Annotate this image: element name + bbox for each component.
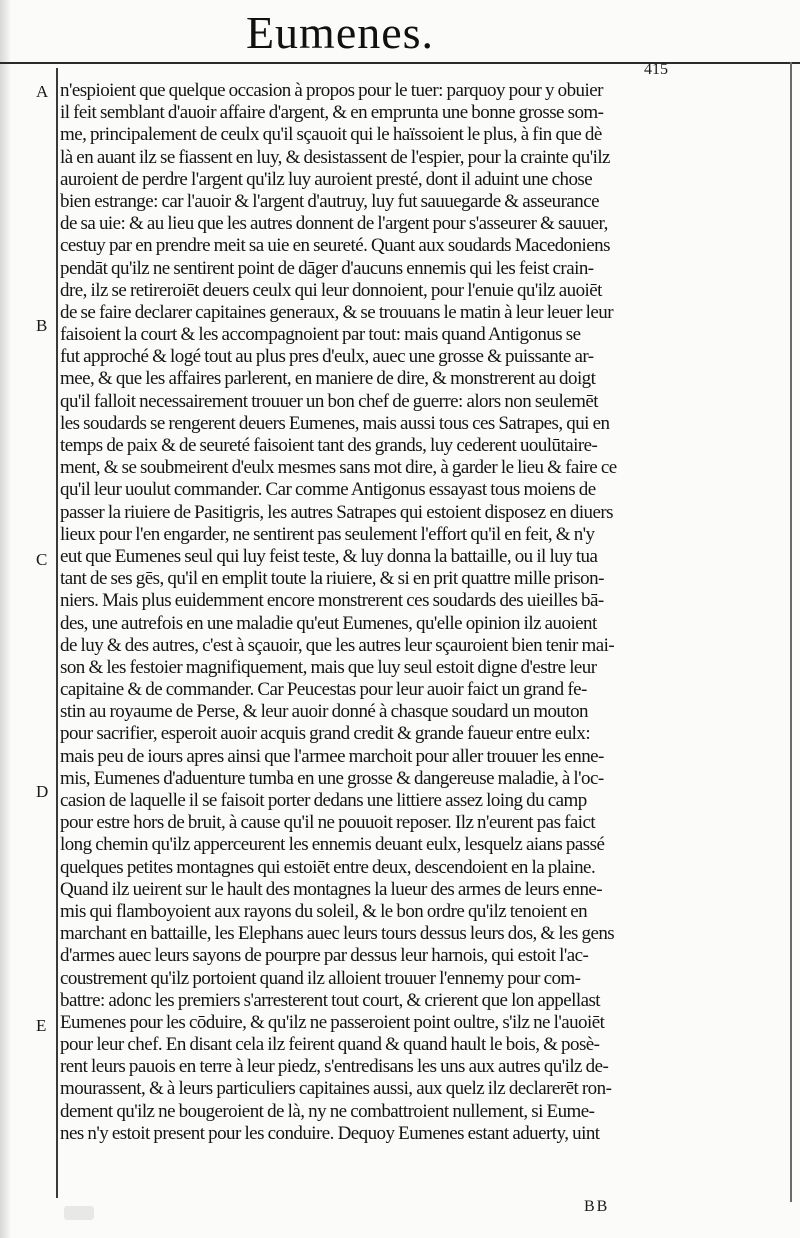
text-line: passer la riuiere de Pasitigris, les autres Satrapes qui estoient disposez en diuers (60, 501, 613, 523)
text-line: de sa uie: & au lieu que les autres donnent de l'argent pour s'asseurer & sauuer, (60, 213, 608, 235)
margin-marker-b: B (36, 316, 48, 335)
text-line: me, principalement de ceulx qu'il sçauoit qui le haïssoient le plus, à fin que dè (60, 124, 602, 146)
text-line: son & les festoier magnifiquement, mais que luy seul estoit digne d'estre leur (60, 656, 597, 678)
text-line: eut que Eumenes seul qui luy feist teste, & luy donna la battaille, ou il luy tua (60, 545, 598, 567)
text-line: pour estre hors de bruit, à cause qu'il ne pouuoit reposer. Ilz n'eurent pas faict (60, 812, 596, 834)
text-line: nes n'y estoit present pour les conduire. Dequoy Eumenes estant aduerty, uint (60, 1122, 600, 1144)
text-line: Quand ilz ueirent sur le hault des montagnes la lueur des armes de leurs enne- (60, 878, 603, 900)
signature-mark: BB (584, 1198, 610, 1215)
text-line: capitaine & de commander. Car Peucestas pour leur auoir faict un grand fe- (60, 679, 587, 701)
text-line: mis qui flamboyoient aux rayons du soleil, & le bon ordre qu'ilz tenoient en (60, 900, 588, 922)
body-text (60, 80, 790, 1145)
text-line: bien estrange: car l'auoir & l'argent d'autruy, luy fut sauuegarde & asseurance (60, 190, 600, 212)
text-line: tant de ses gēs, qu'il en emplit toute la riuiere, & si en prit quattre mille prison- (60, 568, 604, 590)
text-line: qu'il falloit necessairement trouuer un bon chef de guerre: alors non seulemēt (60, 390, 599, 412)
text-line: pendāt qu'ilz ne sentirent point de dāger d'aucuns ennemis qui les feist crain- (60, 257, 594, 279)
text-line: de luy & des autres, c'est à sçauoir, que les autres leur sçauroient bien tenir mai- (60, 634, 615, 656)
page-edge-shadow (0, 0, 10, 1238)
text-line: mis, Eumenes d'aduenture tumba en une grosse & dangereuse maladie, à l'oc- (60, 767, 604, 789)
header-rule (0, 62, 800, 64)
text-line: casion de laquelle il se faisoit porter dedans une littiere assez loing du camp (60, 790, 587, 811)
text-line: niers. Mais plus euidemment encore monstrerent ces soudards des uieilles bā- (60, 590, 604, 612)
margin-marker-d: D (36, 782, 49, 801)
text-line: lieux pour l'en engarder, ne sentirent pas seulement l'effort qu'il en feit, & n'y (60, 523, 595, 545)
text-line: mais peu de iours apres ainsi que l'armee marchoit pour aller trouuer les enne- (60, 745, 604, 767)
text-line: pour leur chef. En disant cela ilz feirent quand & quand hault le bois, & posè- (60, 1034, 600, 1056)
right-margin-rule (790, 62, 792, 1202)
text-line: coustrement qu'ilz portoient quand ilz alloient trouuer l'ennemy pour com- (60, 967, 581, 989)
running-head: Eumenes. (245, 7, 435, 58)
margin-marker-e: E (36, 1016, 47, 1035)
text-line: long chemin qu'ilz apperceurent les ennemis deuant eulx, lesquelz aians passé (60, 834, 605, 856)
margin-marker-a: A (36, 82, 49, 101)
text-line: ment, & se soubmeirent d'eulx mesmes sans mot dire, à garder le lieu & faire ce (60, 457, 617, 479)
text-line: stin au royaume de Perse, & leur auoir donné à chasque soudard un mouton (60, 701, 588, 723)
text-line: marchant en battaille, les Elephans auec leurs tours dessus leurs dos, & les gens (60, 923, 615, 945)
text-line: rent leurs pauois en terre à leur piedz, s'entredisans les uns aux autres qu'ilz de- (60, 1056, 609, 1078)
text-line: de se faire declarer capitaines generaux, & se trouuans le matin à leur leuer leur (60, 301, 613, 323)
text-line: temps de paix & de seureté faisoient tant des grands, luy cederent uoulūtaire- (60, 435, 598, 456)
text-line: n'espioient que quelque occasion à propos pour le tuer: parquoy pour y obuier (60, 80, 603, 101)
text-line: cestuy par en prendre meit sa uie en seureté. Quant aux soudards Macedoniens (60, 235, 610, 257)
text-line: quelques petites montagnes qui estoiēt entre deux, descendoient en la plaine. (60, 856, 596, 878)
text-line: il feit semblant d'auoir affaire d'argent, & en emprunta une bonne grosse som- (60, 102, 604, 124)
text-line: Eumenes pour les cōduire, & qu'ilz ne passeroient point oultre, s'ilz ne l'auoiēt (60, 1011, 605, 1033)
text-line: auroient de perdre l'argent qu'ilz luy auroient presté, dont il aduint une chose (60, 168, 593, 190)
text-line: dre, ilz se retireroiēt deuers ceulx qui leur donnoient, pour l'enuie qu'ilz auoiēt (60, 279, 602, 301)
text-line: mee, & que les affaires parlerent, en maniere de dire, & monstrerent au doigt (60, 368, 596, 390)
ink-smudge (64, 1206, 94, 1220)
left-margin-rule (56, 68, 58, 1198)
text-line: les soudards se rengerent deuers Eumenes, mais aussi tous ces Satrapes, qui en (60, 412, 610, 434)
text-line: pour sacrifier, esperoit auoir acquis grand credit & grande faueur entre eulx: (60, 723, 591, 745)
text-line: là en auant ilz se fiassent en luy, & desistassent de l'espier, pour la crainte qu'ilz (60, 146, 610, 168)
text-line: des, une autrefois en une maladie qu'eut Eumenes, qu'elle opinion ilz auoient (60, 612, 597, 634)
text-line: d'armes auec leurs sayons de pourpre par dessus leur harnois, qui estoit l'ac- (60, 945, 589, 967)
text-line: qu'il leur uoulut commander. Car comme Antigonus essayast tous moiens de (60, 479, 596, 501)
text-line: mourassent, & à leurs particuliers capitaines aussi, aux quelz ilz declarerēt ron- (60, 1078, 612, 1100)
folio-number: 415 (644, 61, 668, 78)
text-line: faisoient la court & les accompagnoient par tout: mais quand Antigonus se (60, 324, 581, 346)
text-line: fut approché & logé tout au plus pres d'eulx, auec une grosse & puissante ar- (60, 346, 594, 368)
margin-marker-c: C (36, 550, 48, 569)
text-line: dement qu'ilz ne bougeroient de là, ny ne combattroient nullement, si Eume- (60, 1100, 595, 1122)
text-line: battre: adonc les premiers s'arresterent tout court, & crierent que lon appellast (60, 989, 601, 1011)
